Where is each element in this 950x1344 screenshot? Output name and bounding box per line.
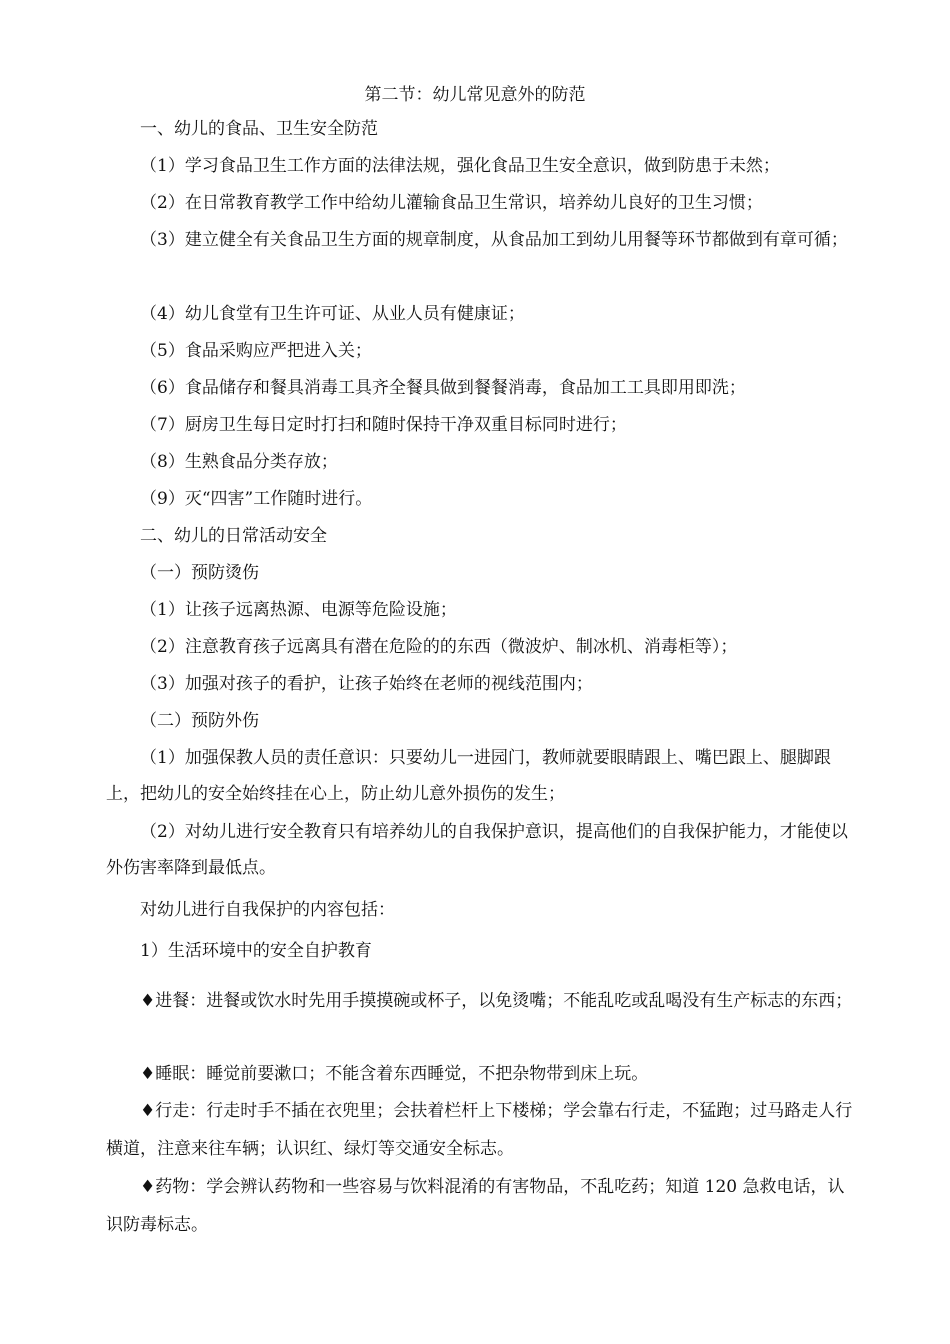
paragraph: （8）生熟食品分类存放； (140, 452, 338, 472)
paragraph: （1）学习食品卫生工作方面的法律法规，强化食品卫生安全意识，做到防患于未然； (140, 156, 780, 176)
paragraph: （9）灭“四害”工作随时进行。 (140, 489, 373, 509)
paragraph: （1）加强保教人员的责任意识：只要幼儿一进园门，教师就要眼睛跟上、嘴巴跟上、腿脚跟上，把幼儿的安全始终挂在心上，防止幼儿意外损伤的发生； (106, 748, 831, 804)
paragraph: （2）对幼儿进行安全教育只有培养幼儿的自我保护意识，提高他们的自我保护能力，才能使以外伤害率降到最低点。 (106, 822, 848, 878)
heading-food-safety: 一、幼儿的食品、卫生安全防范 (140, 119, 378, 139)
paragraph: （3）建立健全有关食品卫生方面的规章制度，从食品加工到幼儿用餐等环节都做到有章可循； (140, 230, 848, 250)
paragraph: （5）食品采购应严把进入关； (140, 341, 372, 361)
list-item: ♦进餐：进餐或饮水时先用手摸摸碗或杯子，以免烫嘴；不能乱吃或乱喝没有生产标志的东西； (140, 991, 853, 1011)
heading-daily-activity: 二、幼儿的日常活动安全 (140, 526, 327, 546)
paragraph: （1）让孩子远离热源、电源等危险设施； (140, 600, 457, 620)
paragraph: （7）厨房卫生每日定时打扫和随时保持干净双重目标同时进行； (140, 415, 627, 435)
paragraph: 1）生活环境中的安全自护教育 (140, 941, 372, 961)
paragraph: （2）注意教育孩子远离具有潜在危险的的东西（微波炉、制冰机、消毒柜等）； (140, 637, 738, 657)
list-item: ♦行走：行走时手不插在衣兜里；会扶着栏杆上下楼梯；学会靠右行走，不猛跑；过马路走人行横道，注意来往车辆；认识红、绿灯等交通安全标志。 (106, 1101, 853, 1159)
section-title: 第二节：幼儿常见意外的防范 (364, 85, 586, 105)
paragraph: （2）在日常教育教学工作中给幼儿灌输食品卫生常识，培养幼儿良好的卫生习惯； (140, 193, 763, 213)
subheading-burns: （一）预防烫伤 (140, 563, 259, 583)
subheading-injuries: （二）预防外伤 (140, 711, 259, 731)
list-item: ♦睡眠：睡觉前要漱口；不能含着东西睡觉，不把杂物带到床上玩。 (140, 1064, 649, 1084)
paragraph: （3）加强对孩子的看护，让孩子始终在老师的视线范围内； (140, 674, 593, 694)
paragraph: （4）幼儿食堂有卫生许可证、从业人员有健康证； (140, 304, 525, 324)
paragraph: （6）食品储存和餐具消毒工具齐全餐具做到餐餐消毒，食品加工工具即用即洗； (140, 378, 746, 398)
list-item: ♦药物：学会辨认药物和一些容易与饮料混淆的有害物品，不乱吃药；知道 120 急救电话，认识防毒标志。 (106, 1177, 845, 1235)
paragraph: 对幼儿进行自我保护的内容包括： (140, 900, 395, 920)
